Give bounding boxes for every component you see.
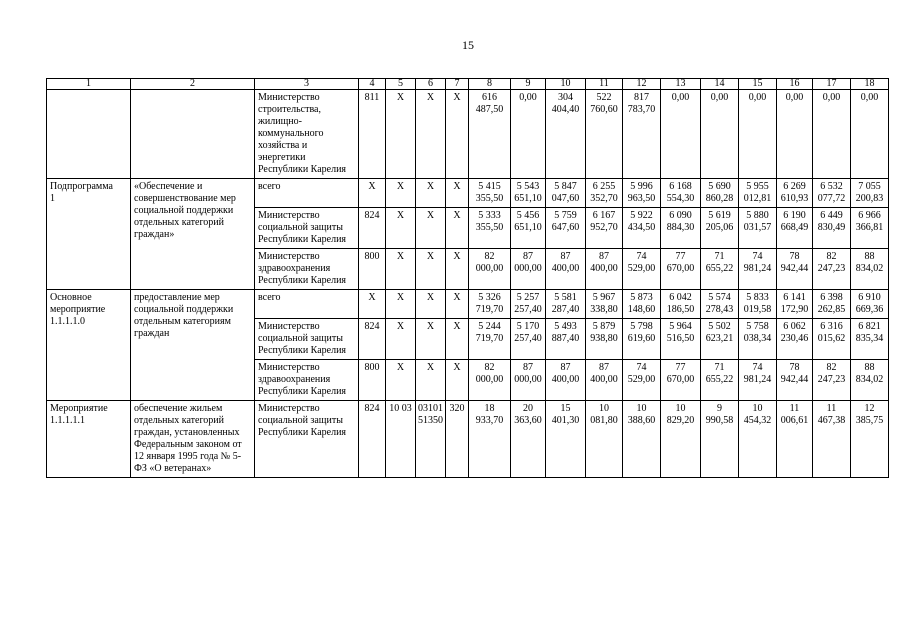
value-amount: 0,00	[671, 92, 690, 103]
value-amount: 522 760,60	[590, 92, 618, 115]
value-cell	[623, 249, 661, 290]
code-cell: X	[446, 208, 469, 249]
table-body	[47, 90, 889, 478]
value-amount: 0,00	[785, 92, 804, 103]
program-description-cell: предоставление мер социальной поддержки отдельным категориям граждан	[131, 290, 255, 401]
value-amount: 5 257 257,40	[514, 292, 542, 315]
code-cell: X	[416, 90, 446, 179]
value-amount: 87 400,00	[590, 251, 618, 274]
value-amount: 5 964 516,50	[666, 321, 695, 344]
value-amount: 5 758 038,34	[743, 321, 772, 344]
value-cell	[586, 179, 623, 208]
code-cell: X	[446, 249, 469, 290]
value-amount: 0,00	[519, 92, 537, 103]
value-cell	[701, 179, 739, 208]
value-amount: 82 247,23	[817, 362, 846, 385]
code-cell: X	[446, 290, 469, 319]
value-cell	[623, 90, 661, 179]
column-number-16: 16	[777, 79, 813, 90]
code-cell: 824	[359, 208, 386, 249]
column-number-4: 4	[359, 79, 386, 90]
code-cell: X	[416, 208, 446, 249]
value-cell	[623, 319, 661, 360]
value-cell	[469, 360, 511, 401]
value-cell	[851, 208, 889, 249]
value-amount: 78 942,44	[780, 251, 809, 274]
value-amount: 15 401,30	[551, 403, 580, 426]
value-amount: 6 255 352,70	[590, 181, 618, 204]
value-cell	[777, 208, 813, 249]
value-amount: 5 619 205,06	[705, 210, 734, 233]
value-cell	[661, 360, 701, 401]
value-amount: 5 574 278,43	[705, 292, 734, 315]
value-cell	[813, 208, 851, 249]
program-description-cell: обеспечение жильем отдельных категорий граждан, установленных Федеральным законом от 12 января 1995 года № 5-ФЗ «О ветеранах»	[131, 401, 255, 478]
code-cell: X	[416, 249, 446, 290]
code-cell: 824	[359, 401, 386, 478]
value-amount: 77 670,00	[666, 362, 695, 385]
value-amount: 5 873 148,60	[627, 292, 656, 315]
code-cell: X	[359, 179, 386, 208]
value-amount: 5 333 355,50	[475, 210, 504, 233]
value-cell	[586, 319, 623, 360]
value-cell	[777, 179, 813, 208]
value-amount: 5 833 019,58	[743, 292, 772, 315]
value-cell	[739, 249, 777, 290]
column-number-17: 17	[813, 79, 851, 90]
value-cell	[813, 319, 851, 360]
column-number-6: 6	[416, 79, 446, 90]
column-number-7: 7	[446, 79, 469, 90]
value-amount: 6 042 186,50	[666, 292, 695, 315]
code-cell: X	[416, 179, 446, 208]
value-amount: 6 966 366,81	[855, 210, 884, 233]
value-amount: 6 316 015,62	[817, 321, 846, 344]
value-amount: 7 055 200,83	[855, 181, 884, 204]
value-cell	[469, 208, 511, 249]
value-cell	[546, 290, 586, 319]
column-number-12: 12	[623, 79, 661, 90]
executor-cell: Министерство социальной защиты Республики Карелия	[255, 401, 359, 478]
value-cell	[777, 319, 813, 360]
value-cell	[739, 360, 777, 401]
code-cell: X	[386, 208, 416, 249]
value-cell	[739, 290, 777, 319]
value-amount: 6 449 830,49	[817, 210, 846, 233]
table-row	[47, 401, 889, 478]
table-row	[47, 290, 889, 319]
budget-table	[46, 78, 889, 478]
code-cell: X	[446, 319, 469, 360]
value-cell	[469, 319, 511, 360]
program-description-cell: «Обеспечение и совершенствование мер социальной поддержки отдельных категорий граждан»	[131, 179, 255, 290]
code-cell: X	[386, 290, 416, 319]
value-cell	[661, 290, 701, 319]
value-cell	[851, 319, 889, 360]
value-cell	[469, 249, 511, 290]
executor-cell: Министерство строительства, жилищно-коммунального хозяйства и энергетики Республики Карелия	[255, 90, 359, 179]
value-amount: 10 829,20	[666, 403, 695, 426]
executor-cell: Министерство здравоохранения Республики Карелия	[255, 249, 359, 290]
code-cell: X	[386, 179, 416, 208]
value-cell	[739, 401, 777, 478]
value-amount: 87 000,00	[514, 362, 542, 385]
code-cell: X	[416, 290, 446, 319]
value-cell	[469, 179, 511, 208]
value-cell	[851, 360, 889, 401]
value-cell	[813, 401, 851, 478]
value-amount: 5 955 012,81	[743, 181, 772, 204]
value-cell	[701, 208, 739, 249]
value-amount: 5 543 651,10	[514, 181, 542, 204]
value-amount: 88 834,02	[855, 362, 884, 385]
value-amount: 6 168 554,30	[666, 181, 695, 204]
table-row	[47, 90, 889, 179]
value-amount: 5 415 355,50	[475, 181, 504, 204]
column-number-3: 3	[255, 79, 359, 90]
value-amount: 6 398 262,85	[817, 292, 846, 315]
code-cell: 811	[359, 90, 386, 179]
code-cell: 800	[359, 360, 386, 401]
value-amount: 10 388,60	[627, 403, 656, 426]
value-cell	[586, 90, 623, 179]
column-number-18: 18	[851, 79, 889, 90]
code-cell: X	[446, 90, 469, 179]
value-amount: 87 400,00	[590, 362, 618, 385]
value-cell	[546, 249, 586, 290]
value-cell	[469, 290, 511, 319]
executor-cell: Министерство социальной защиты Республики Карелия	[255, 208, 359, 249]
column-number-row	[47, 79, 889, 90]
value-amount: 5 581 287,40	[551, 292, 580, 315]
value-amount: 5 847 047,60	[551, 181, 580, 204]
value-amount: 0,00	[710, 92, 729, 103]
value-amount: 6 910 669,36	[855, 292, 884, 315]
executor-cell: Министерство здравоохранения Республики Карелия	[255, 360, 359, 401]
value-cell	[739, 90, 777, 179]
value-cell	[546, 179, 586, 208]
value-cell	[813, 90, 851, 179]
value-amount: 71 655,22	[705, 362, 734, 385]
code-cell: 03101 51350	[416, 401, 446, 478]
page-number: 15	[462, 38, 474, 52]
value-cell	[739, 319, 777, 360]
value-cell	[661, 249, 701, 290]
column-number-1: 1	[47, 79, 131, 90]
value-amount: 87 400,00	[551, 362, 580, 385]
column-number-5: 5	[386, 79, 416, 90]
value-cell	[623, 401, 661, 478]
value-cell	[777, 360, 813, 401]
value-cell	[586, 401, 623, 478]
value-amount: 0,00	[748, 92, 767, 103]
value-amount: 71 655,22	[705, 251, 734, 274]
value-amount: 5 493 887,40	[551, 321, 580, 344]
column-number-13: 13	[661, 79, 701, 90]
value-cell	[851, 179, 889, 208]
value-cell	[661, 179, 701, 208]
value-amount: 9 990,58	[705, 403, 734, 426]
program-name-cell: Основное мероприятие 1.1.1.1.0	[47, 290, 131, 401]
value-amount: 6 062 230,46	[780, 321, 809, 344]
value-amount: 6 090 884,30	[666, 210, 695, 233]
value-amount: 5 880 031,57	[743, 210, 772, 233]
executor-cell: всего	[255, 179, 359, 208]
value-amount: 11 467,38	[817, 403, 846, 426]
code-cell: X	[386, 249, 416, 290]
value-cell	[661, 319, 701, 360]
value-amount: 5 798 619,60	[627, 321, 656, 344]
value-amount: 87 400,00	[551, 251, 580, 274]
value-amount: 5 690 860,28	[705, 181, 734, 204]
value-amount: 5 170 257,40	[514, 321, 542, 344]
value-cell	[701, 360, 739, 401]
value-cell	[851, 290, 889, 319]
value-cell	[701, 290, 739, 319]
value-cell	[777, 401, 813, 478]
value-cell	[813, 179, 851, 208]
value-amount: 87 000,00	[514, 251, 542, 274]
value-amount: 817 783,70	[627, 92, 656, 115]
code-cell: X	[416, 360, 446, 401]
value-amount: 5 759 647,60	[551, 210, 580, 233]
value-amount: 5 502 623,21	[705, 321, 734, 344]
code-cell: 320	[446, 401, 469, 478]
value-amount: 82 000,00	[475, 251, 504, 274]
code-cell: X	[446, 179, 469, 208]
value-amount: 74 529,00	[627, 251, 656, 274]
code-cell: X	[386, 90, 416, 179]
value-amount: 10 454,32	[743, 403, 772, 426]
value-cell	[777, 90, 813, 179]
value-amount: 0,00	[860, 92, 879, 103]
value-amount: 82 000,00	[475, 362, 504, 385]
value-amount: 77 670,00	[666, 251, 695, 274]
value-amount: 616 487,50	[475, 92, 504, 115]
value-cell	[701, 249, 739, 290]
code-cell: X	[386, 319, 416, 360]
value-cell	[511, 90, 546, 179]
value-cell	[623, 208, 661, 249]
value-amount: 74 981,24	[743, 251, 772, 274]
program-name-cell: Мероприятие 1.1.1.1.1	[47, 401, 131, 478]
value-amount: 5 879 938,80	[590, 321, 618, 344]
value-cell	[701, 401, 739, 478]
value-amount: 5 326 719,70	[475, 292, 504, 315]
value-cell	[469, 90, 511, 179]
value-amount: 6 821 835,34	[855, 321, 884, 344]
value-cell	[623, 360, 661, 401]
column-number-2: 2	[131, 79, 255, 90]
column-number-9: 9	[511, 79, 546, 90]
value-amount: 5 244 719,70	[475, 321, 504, 344]
value-cell	[546, 208, 586, 249]
value-cell	[777, 290, 813, 319]
value-amount: 82 247,23	[817, 251, 846, 274]
code-cell: 10 03	[386, 401, 416, 478]
code-cell: 824	[359, 319, 386, 360]
value-cell	[546, 319, 586, 360]
code-cell: X	[386, 360, 416, 401]
code-cell: X	[359, 290, 386, 319]
value-cell	[511, 290, 546, 319]
column-number-14: 14	[701, 79, 739, 90]
code-cell: X	[446, 360, 469, 401]
value-cell	[546, 90, 586, 179]
value-cell	[813, 360, 851, 401]
value-amount: 88 834,02	[855, 251, 884, 274]
column-number-8: 8	[469, 79, 511, 90]
value-amount: 6 167 952,70	[590, 210, 618, 233]
value-amount: 78 942,44	[780, 362, 809, 385]
value-amount: 12 385,75	[855, 403, 884, 426]
value-cell	[586, 290, 623, 319]
value-amount: 5 922 434,50	[627, 210, 656, 233]
value-amount: 20 363,60	[514, 403, 542, 426]
value-cell	[546, 401, 586, 478]
value-cell	[511, 401, 546, 478]
value-cell	[623, 179, 661, 208]
value-cell	[661, 401, 701, 478]
column-number-10: 10	[546, 79, 586, 90]
value-amount: 5 456 651,10	[514, 210, 542, 233]
value-amount: 74 529,00	[627, 362, 656, 385]
value-cell	[511, 360, 546, 401]
value-cell	[511, 179, 546, 208]
value-cell	[586, 249, 623, 290]
column-number-11: 11	[586, 79, 623, 90]
value-amount: 5 996 963,50	[627, 181, 656, 204]
code-cell: 800	[359, 249, 386, 290]
value-amount: 11 006,61	[780, 403, 809, 426]
table-row	[47, 179, 889, 208]
value-cell	[623, 290, 661, 319]
value-cell	[851, 401, 889, 478]
value-cell	[777, 249, 813, 290]
value-cell	[851, 90, 889, 179]
value-cell	[739, 179, 777, 208]
value-amount: 6 532 077,72	[817, 181, 846, 204]
value-cell	[546, 360, 586, 401]
value-cell	[813, 249, 851, 290]
code-cell: X	[416, 319, 446, 360]
program-description-cell	[131, 90, 255, 179]
value-cell	[511, 319, 546, 360]
value-amount: 6 190 668,49	[780, 210, 809, 233]
column-number-15: 15	[739, 79, 777, 90]
value-amount: 10 081,80	[590, 403, 618, 426]
value-amount: 74 981,24	[743, 362, 772, 385]
value-amount: 304 404,40	[551, 92, 580, 115]
value-cell	[586, 208, 623, 249]
value-amount: 6 141 172,90	[780, 292, 809, 315]
value-amount: 0,00	[822, 92, 841, 103]
value-amount: 6 269 610,93	[780, 181, 809, 204]
executor-cell: всего	[255, 290, 359, 319]
program-name-cell: Подпрограмма 1	[47, 179, 131, 290]
value-cell	[586, 360, 623, 401]
value-cell	[701, 90, 739, 179]
value-cell	[661, 90, 701, 179]
value-cell	[511, 249, 546, 290]
value-cell	[739, 208, 777, 249]
value-cell	[701, 319, 739, 360]
value-amount: 5 967 338,80	[590, 292, 618, 315]
value-cell	[661, 208, 701, 249]
value-cell	[469, 401, 511, 478]
value-cell	[511, 208, 546, 249]
value-cell	[851, 249, 889, 290]
program-name-cell	[47, 90, 131, 179]
executor-cell: Министерство социальной защиты Республики Карелия	[255, 319, 359, 360]
value-amount: 18 933,70	[475, 403, 504, 426]
value-cell	[813, 290, 851, 319]
